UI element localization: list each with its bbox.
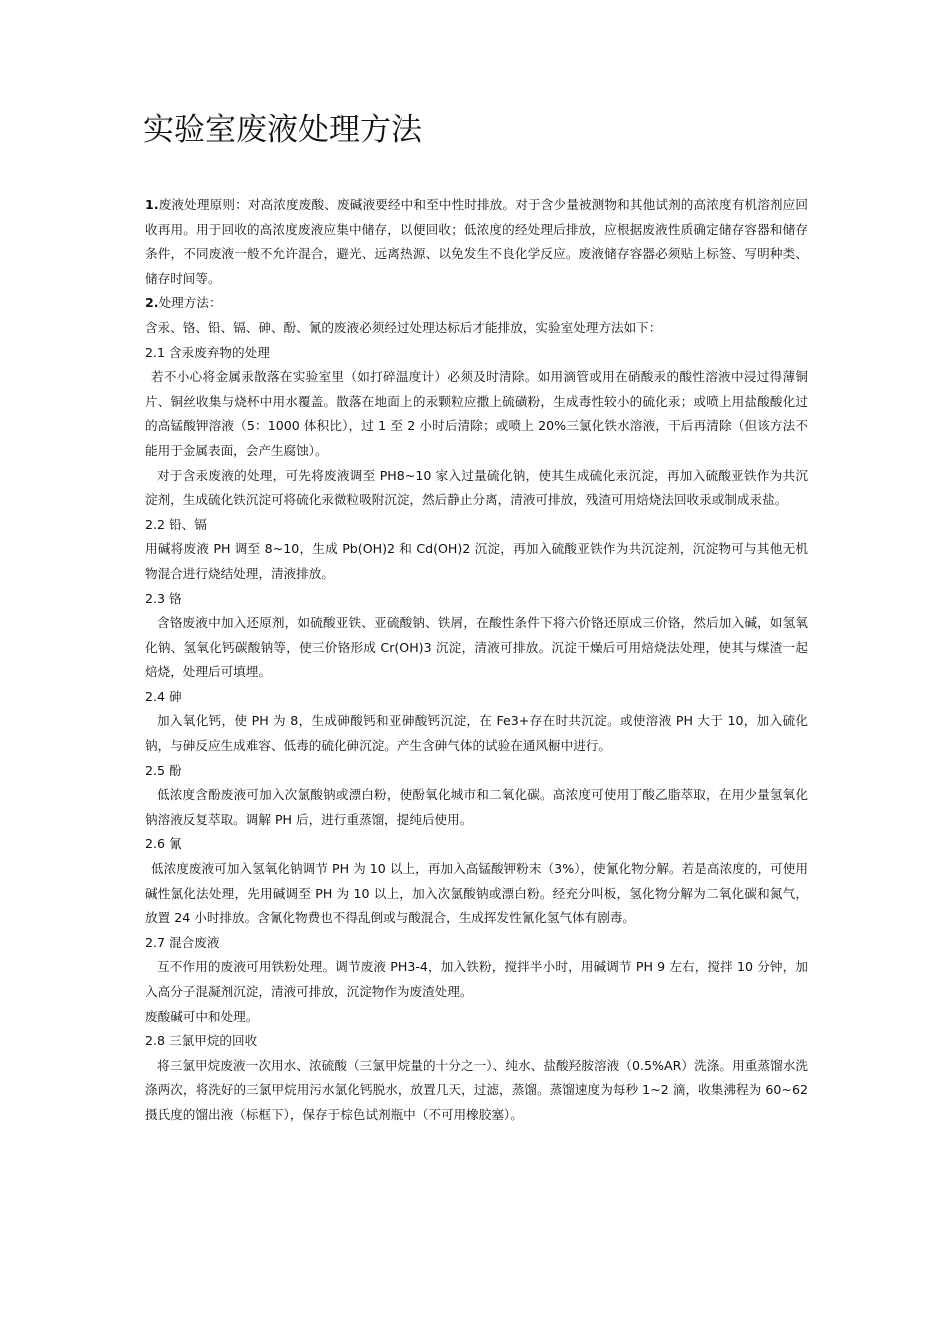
paragraph-2-2: 用碱将废液 PH 调至 8~10，生成 Pb(OH)2 和 Cd(OH)2 沉淀，再加入硫酸亚铁作为共沉淀剂，沉淀物可与其他无机物混合进行烧结处理，清液排放。 xyxy=(145,541,808,581)
section-2-heading xyxy=(145,291,808,316)
heading-2-6: 2.6 氰 xyxy=(145,836,182,852)
intro-paragraph: 含汞、铬、铅、镉、砷、酚、氰的废液必须经过处理达标后才能排放，实验室处理方法如下： xyxy=(145,319,662,335)
heading-2-1: 2.1 含汞废弃物的处理 xyxy=(145,344,270,360)
paragraph-2-1-b: 对于含汞废液的处理，可先将废液调至 PH8~10 家入过量硫化钠，使其生成硫化汞沉淀，再加入硫酸亚铁作为共沉淀剂，生成硫化铁沉淀可将硫化汞微粒吸附沉淀，然后静止分离，清液可排放，残渣可用焙烧法回收汞或制成汞盐。 xyxy=(145,467,808,508)
paragraph-2-3: 含铬废液中加入还原剂，如硫酸亚铁、亚硫酸钠、铁屑，在酸性条件下将六价铬还原成三价铬，然后加入碱，如氢氧化钠、氢氧化钙碳酸钠等，使三价铬形成 Cr(OH)3 沉淀，清液可排放。沉淀干燥后可用焙烧法处理，使其与煤渣一起焙烧，处理后可填埋。 xyxy=(145,615,808,680)
heading-2-2: 2.2 铅、镉 xyxy=(145,516,207,532)
section-2-number: 2. xyxy=(145,295,159,311)
section-1-text: 废液处理原则：对高浓度废酸、废碱液要经中和至中性时排放。对于含少量被测物和其他试剂的高浓度有机溶剂应回收再用。用于回收的高浓度废液应集中储存，以便回收；低浓度的经处理后排放，应根据废液性质确定储存容器和储存条件，不同废液一般不允许混合，避光、远离热源、以免发生不良化学反应。废液储存容器必须贴上标签、写明种类、储存时间等。 xyxy=(145,197,808,286)
heading-2-4: 2.4 砷 xyxy=(145,688,182,704)
section-2-text: 处理方法： xyxy=(158,295,222,311)
heading-2-5: 2.5 酚 xyxy=(145,762,182,778)
section-1-number: 1. xyxy=(145,197,159,212)
paragraph-2-7-a: 互不作用的废液可用铁粉处理。调节废液 PH3-4，加入铁粉，搅拌半小时，用碱调节 PH 9 左右，搅拌 10 分钟，加入高分子混凝剂沉淀，清液可排放，沉淀物作为废渣处理。 xyxy=(145,959,808,999)
paragraph-2-8: 将三氯甲烷废液一次用水、浓硫酸（三氯甲烷量的十分之一）、纯水、盐酸羟胺溶液（0.5%AR）洗涤。用重蒸馏水洗涤两次，将洗好的三氯甲烷用污水氯化钙脱水，放置几天，过滤，蒸馏。蒸馏速度为每秒 1~2 滴，收集沸程为 60~62 摄氏度的馏出液（标框下），保存于棕色试剂瓶中（不可用橡胶塞）。 xyxy=(145,1057,808,1122)
paragraph-2-5: 低浓度含酚废液可加入次氯酸钠或漂白粉，使酚氧化城市和二氧化碳。高浓度可使用丁酸乙脂萃取，在用少量氢氧化钠溶液反复萃取。调解 PH 后，进行重蒸馏，提纯后使用。 xyxy=(145,787,808,827)
document-title: 实验室废液处理方法 xyxy=(143,112,422,148)
paragraph-2-4: 加入氧化钙，使 PH 为 8，生成砷酸钙和亚砷酸钙沉淀，在 Fe3+存在时共沉淀。或使溶液 PH 大于 10，加入硫化钠，与砷反应生成难容、低毒的硫化砷沉淀。产生含砷气体的试验在通风橱中进行。 xyxy=(145,713,808,754)
paragraph-2-6: 低浓度废液可加入氢氧化钠调节 PH 为 10 以上，再加入高锰酸钾粉末（3%），使氰化物分解。若是高浓度的，可使用碱性氯化法处理，先用碱调至 PH 为 10 以上，加入次氯酸钠或漂白粉。经充分叫板，氢化物分解为二氧化碳和氮气，放置 24 小时排放。含氰化物费也不得乱倒或与酸混合，生成挥发性氰化氢气体有剧毒。 xyxy=(145,861,808,926)
section-1-paragraph xyxy=(145,193,808,291)
paragraph-2-1-a: 若不小心将金属汞散落在实验室里（如打碎温度计）必须及时清除。如用滴管或用在硝酸汞的酸性溶液中浸过得薄铜片、铜丝收集与烧杯中用水覆盖。散落在地面上的汞颗粒应撒上硫磺粉，生成毒性较小的硫化汞；或喷上用盐酸酸化过的高锰酸钾溶液（5：1000 体积比），过 1 至 2 小时后清除；或喷上 20%三氯化铁水溶液，干后再清除（但该方法不能用于金属表面，会产生腐蚀）。 xyxy=(145,369,808,458)
document-body xyxy=(145,193,808,1128)
heading-2-8: 2.8 三氯甲烷的回收 xyxy=(145,1033,258,1049)
heading-2-3: 2.3 铬 xyxy=(145,590,182,606)
paragraph-2-7-b: 废酸碱可中和处理。 xyxy=(145,1008,259,1024)
heading-2-7: 2.7 混合废液 xyxy=(145,934,220,950)
